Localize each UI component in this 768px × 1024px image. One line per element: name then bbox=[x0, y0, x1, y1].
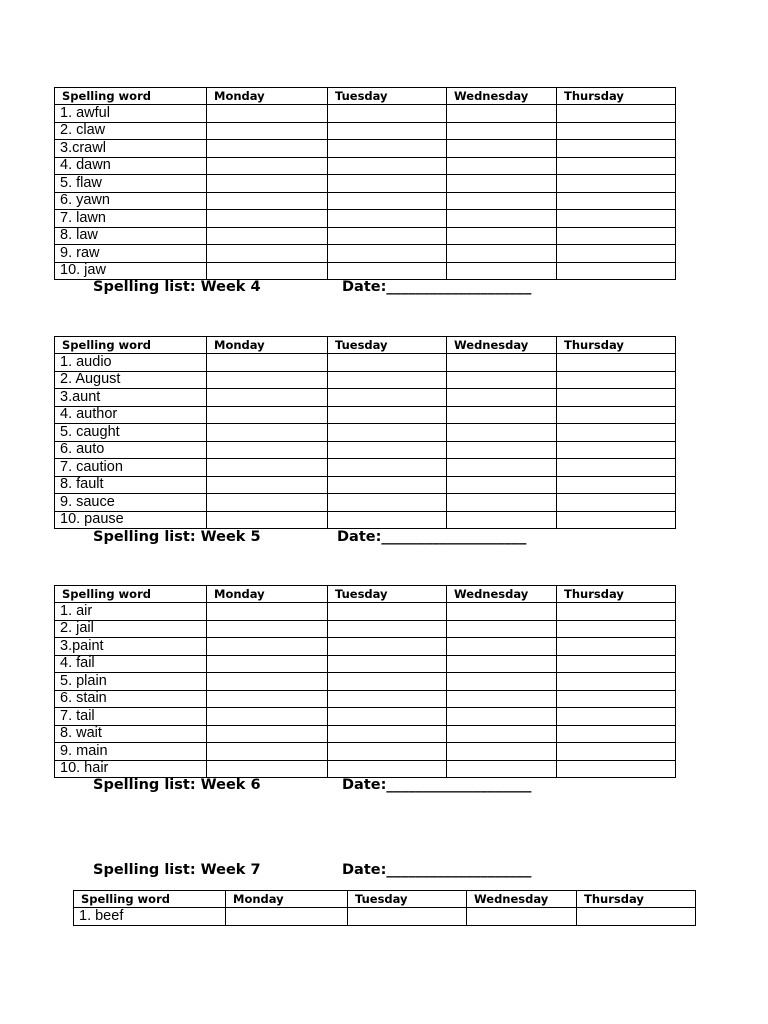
practice-cell-thursday[interactable] bbox=[577, 908, 696, 926]
practice-cell-thursday[interactable] bbox=[557, 210, 676, 228]
spelling-word-cell: 7. tail bbox=[55, 708, 207, 726]
table-row bbox=[55, 603, 676, 621]
practice-cell-tuesday[interactable] bbox=[328, 476, 447, 494]
practice-cell-monday[interactable] bbox=[207, 511, 328, 529]
week-title: Spelling list: Week 4 bbox=[93, 279, 261, 295]
spelling-word-cell: 5. plain bbox=[55, 673, 207, 691]
practice-cell-thursday[interactable] bbox=[557, 262, 676, 280]
spelling-word-cell: 2. claw bbox=[55, 122, 207, 140]
table-row bbox=[55, 424, 676, 442]
practice-cell-monday[interactable] bbox=[226, 908, 348, 926]
spelling-word-cell: 6. stain bbox=[55, 690, 207, 708]
practice-cell-tuesday[interactable] bbox=[328, 175, 447, 193]
table-row bbox=[55, 122, 676, 140]
practice-cell-thursday[interactable] bbox=[557, 140, 676, 158]
spelling-word-cell: 8. wait bbox=[55, 725, 207, 743]
table-row bbox=[55, 459, 676, 477]
practice-cell-tuesday[interactable] bbox=[328, 192, 447, 210]
practice-cell-wednesday[interactable] bbox=[447, 511, 557, 529]
spelling-table-week-4 bbox=[54, 87, 676, 280]
header-thursday: Thursday bbox=[557, 88, 676, 105]
table-row bbox=[55, 389, 676, 407]
table-row bbox=[55, 262, 676, 280]
practice-cell-wednesday[interactable] bbox=[447, 638, 557, 656]
practice-cell-tuesday[interactable] bbox=[328, 105, 447, 123]
practice-cell-tuesday[interactable] bbox=[328, 620, 447, 638]
practice-cell-wednesday[interactable] bbox=[447, 459, 557, 477]
practice-cell-monday[interactable] bbox=[207, 140, 328, 158]
spelling-word-cell: 2. jail bbox=[55, 620, 207, 638]
header-spelling-word: Spelling word bbox=[55, 88, 207, 105]
practice-cell-wednesday[interactable] bbox=[447, 743, 557, 761]
practice-cell-tuesday[interactable] bbox=[328, 655, 447, 673]
practice-cell-wednesday[interactable] bbox=[447, 122, 557, 140]
header-wednesday: Wednesday bbox=[467, 891, 577, 908]
table-row bbox=[55, 192, 676, 210]
spelling-table-week-5 bbox=[54, 336, 676, 529]
practice-cell-tuesday[interactable] bbox=[328, 511, 447, 529]
spelling-word-cell: 3.aunt bbox=[55, 389, 207, 407]
table-row bbox=[55, 725, 676, 743]
practice-cell-monday[interactable] bbox=[207, 262, 328, 280]
practice-cell-monday[interactable] bbox=[207, 406, 328, 424]
practice-cell-monday[interactable] bbox=[207, 122, 328, 140]
practice-cell-monday[interactable] bbox=[207, 389, 328, 407]
practice-cell-wednesday[interactable] bbox=[447, 389, 557, 407]
practice-cell-tuesday[interactable] bbox=[328, 743, 447, 761]
practice-cell-monday[interactable] bbox=[207, 620, 328, 638]
practice-cell-wednesday[interactable] bbox=[447, 105, 557, 123]
practice-cell-monday[interactable] bbox=[207, 245, 328, 263]
practice-cell-wednesday[interactable] bbox=[447, 210, 557, 228]
spelling-word-cell: 3.paint bbox=[55, 638, 207, 656]
header-monday: Monday bbox=[226, 891, 348, 908]
date-field[interactable]: Date:____________________ bbox=[337, 529, 527, 545]
practice-cell-monday[interactable] bbox=[207, 157, 328, 175]
practice-cell-wednesday[interactable] bbox=[447, 371, 557, 389]
table-row bbox=[55, 620, 676, 638]
practice-cell-monday[interactable] bbox=[207, 494, 328, 512]
header-thursday: Thursday bbox=[557, 586, 676, 603]
spelling-word-cell: 1. beef bbox=[74, 908, 226, 926]
practice-cell-tuesday[interactable] bbox=[328, 441, 447, 459]
practice-cell-thursday[interactable] bbox=[557, 708, 676, 726]
practice-cell-thursday[interactable] bbox=[557, 743, 676, 761]
table-row bbox=[55, 371, 676, 389]
table-header-row bbox=[74, 891, 696, 908]
practice-cell-wednesday[interactable] bbox=[447, 245, 557, 263]
practice-cell-tuesday[interactable] bbox=[328, 760, 447, 778]
week-4-caption bbox=[93, 279, 531, 295]
practice-cell-tuesday[interactable] bbox=[328, 690, 447, 708]
practice-cell-tuesday[interactable] bbox=[328, 371, 447, 389]
table-row bbox=[55, 406, 676, 424]
practice-cell-tuesday[interactable] bbox=[328, 406, 447, 424]
practice-cell-wednesday[interactable] bbox=[447, 157, 557, 175]
practice-cell-wednesday[interactable] bbox=[447, 192, 557, 210]
header-spelling-word: Spelling word bbox=[55, 586, 207, 603]
header-tuesday: Tuesday bbox=[328, 586, 447, 603]
table-row bbox=[55, 105, 676, 123]
spelling-word-cell: 7. lawn bbox=[55, 210, 207, 228]
spelling-word-cell: 5. flaw bbox=[55, 175, 207, 193]
spelling-word-cell: 4. dawn bbox=[55, 157, 207, 175]
practice-cell-wednesday[interactable] bbox=[467, 908, 577, 926]
practice-cell-monday[interactable] bbox=[207, 760, 328, 778]
practice-cell-wednesday[interactable] bbox=[447, 494, 557, 512]
practice-cell-thursday[interactable] bbox=[557, 371, 676, 389]
header-spelling-word: Spelling word bbox=[74, 891, 226, 908]
date-field[interactable]: Date:____________________ bbox=[342, 279, 532, 295]
header-tuesday: Tuesday bbox=[348, 891, 467, 908]
practice-cell-tuesday[interactable] bbox=[328, 603, 447, 621]
practice-cell-thursday[interactable] bbox=[557, 638, 676, 656]
header-wednesday: Wednesday bbox=[447, 586, 557, 603]
practice-cell-monday[interactable] bbox=[207, 192, 328, 210]
practice-cell-thursday[interactable] bbox=[557, 122, 676, 140]
spelling-word-cell: 3.crawl bbox=[55, 140, 207, 158]
table-row bbox=[55, 708, 676, 726]
table-row bbox=[55, 743, 676, 761]
table-row bbox=[55, 157, 676, 175]
table-row bbox=[55, 511, 676, 529]
practice-cell-wednesday[interactable] bbox=[447, 140, 557, 158]
week-6-caption bbox=[93, 777, 531, 793]
table-row bbox=[55, 494, 676, 512]
table-header-row bbox=[55, 88, 676, 105]
spelling-word-cell: 9. sauce bbox=[55, 494, 207, 512]
header-wednesday: Wednesday bbox=[447, 337, 557, 354]
table-row bbox=[55, 690, 676, 708]
practice-cell-tuesday[interactable] bbox=[328, 708, 447, 726]
practice-cell-thursday[interactable] bbox=[557, 655, 676, 673]
practice-cell-monday[interactable] bbox=[207, 227, 328, 245]
table-row bbox=[55, 227, 676, 245]
header-monday: Monday bbox=[207, 337, 328, 354]
header-thursday: Thursday bbox=[577, 891, 696, 908]
practice-cell-monday[interactable] bbox=[207, 210, 328, 228]
practice-cell-wednesday[interactable] bbox=[447, 354, 557, 372]
spelling-word-cell: 4. fail bbox=[55, 655, 207, 673]
spelling-word-cell: 2. August bbox=[55, 371, 207, 389]
practice-cell-monday[interactable] bbox=[207, 655, 328, 673]
table-row bbox=[74, 908, 696, 926]
table-row bbox=[55, 245, 676, 263]
spelling-word-cell: 8. law bbox=[55, 227, 207, 245]
practice-cell-thursday[interactable] bbox=[557, 192, 676, 210]
practice-cell-tuesday[interactable] bbox=[328, 122, 447, 140]
practice-cell-monday[interactable] bbox=[207, 708, 328, 726]
practice-cell-thursday[interactable] bbox=[557, 494, 676, 512]
practice-cell-tuesday[interactable] bbox=[328, 638, 447, 656]
practice-cell-wednesday[interactable] bbox=[447, 227, 557, 245]
spelling-word-cell: 7. caution bbox=[55, 459, 207, 477]
date-field[interactable]: Date:____________________ bbox=[342, 777, 532, 793]
practice-cell-thursday[interactable] bbox=[557, 673, 676, 691]
spelling-word-cell: 10. jaw bbox=[55, 262, 207, 280]
practice-cell-thursday[interactable] bbox=[557, 389, 676, 407]
practice-cell-tuesday[interactable] bbox=[328, 673, 447, 691]
practice-cell-monday[interactable] bbox=[207, 603, 328, 621]
practice-cell-tuesday[interactable] bbox=[348, 908, 467, 926]
header-tuesday: Tuesday bbox=[328, 88, 447, 105]
practice-cell-monday[interactable] bbox=[207, 673, 328, 691]
spelling-word-cell: 6. auto bbox=[55, 441, 207, 459]
practice-cell-thursday[interactable] bbox=[557, 459, 676, 477]
practice-cell-wednesday[interactable] bbox=[447, 175, 557, 193]
spelling-table-week-6 bbox=[54, 585, 676, 778]
practice-cell-tuesday[interactable] bbox=[328, 210, 447, 228]
practice-cell-monday[interactable] bbox=[207, 743, 328, 761]
practice-cell-tuesday[interactable] bbox=[328, 227, 447, 245]
practice-cell-wednesday[interactable] bbox=[447, 424, 557, 442]
header-spelling-word: Spelling word bbox=[55, 337, 207, 354]
practice-cell-tuesday[interactable] bbox=[328, 494, 447, 512]
practice-cell-thursday[interactable] bbox=[557, 175, 676, 193]
spelling-word-cell: 6. yawn bbox=[55, 192, 207, 210]
practice-cell-thursday[interactable] bbox=[557, 620, 676, 638]
practice-cell-wednesday[interactable] bbox=[447, 476, 557, 494]
week-title: Spelling list: Week 6 bbox=[93, 777, 261, 793]
header-tuesday: Tuesday bbox=[328, 337, 447, 354]
practice-cell-monday[interactable] bbox=[207, 371, 328, 389]
practice-cell-wednesday[interactable] bbox=[447, 725, 557, 743]
practice-cell-monday[interactable] bbox=[207, 105, 328, 123]
week-title: Spelling list: Week 7 bbox=[93, 862, 261, 878]
spelling-table-week-7 bbox=[73, 890, 696, 926]
practice-cell-wednesday[interactable] bbox=[447, 708, 557, 726]
practice-cell-tuesday[interactable] bbox=[328, 157, 447, 175]
practice-cell-thursday[interactable] bbox=[557, 227, 676, 245]
table-row bbox=[55, 655, 676, 673]
practice-cell-monday[interactable] bbox=[207, 476, 328, 494]
practice-cell-thursday[interactable] bbox=[557, 603, 676, 621]
practice-cell-monday[interactable] bbox=[207, 725, 328, 743]
table-row bbox=[55, 673, 676, 691]
table-row bbox=[55, 140, 676, 158]
date-field[interactable]: Date:____________________ bbox=[342, 862, 532, 878]
practice-cell-tuesday[interactable] bbox=[328, 354, 447, 372]
practice-cell-wednesday[interactable] bbox=[447, 690, 557, 708]
table-row bbox=[55, 175, 676, 193]
table-row bbox=[55, 354, 676, 372]
practice-cell-tuesday[interactable] bbox=[328, 459, 447, 477]
header-wednesday: Wednesday bbox=[447, 88, 557, 105]
practice-cell-monday[interactable] bbox=[207, 459, 328, 477]
practice-cell-wednesday[interactable] bbox=[447, 406, 557, 424]
table-header-row bbox=[55, 586, 676, 603]
week-5-caption bbox=[93, 529, 526, 545]
table-header-row bbox=[55, 337, 676, 354]
spelling-word-cell: 1. awful bbox=[55, 105, 207, 123]
header-monday: Monday bbox=[207, 586, 328, 603]
practice-cell-thursday[interactable] bbox=[557, 441, 676, 459]
header-thursday: Thursday bbox=[557, 337, 676, 354]
table-row bbox=[55, 210, 676, 228]
practice-cell-wednesday[interactable] bbox=[447, 262, 557, 280]
practice-cell-thursday[interactable] bbox=[557, 245, 676, 263]
practice-cell-tuesday[interactable] bbox=[328, 389, 447, 407]
practice-cell-tuesday[interactable] bbox=[328, 424, 447, 442]
spelling-word-cell: 4. author bbox=[55, 406, 207, 424]
spelling-word-cell: 10. pause bbox=[55, 511, 207, 529]
practice-cell-monday[interactable] bbox=[207, 424, 328, 442]
practice-cell-thursday[interactable] bbox=[557, 511, 676, 529]
spelling-word-cell: 9. raw bbox=[55, 245, 207, 263]
table-row bbox=[55, 760, 676, 778]
spelling-word-cell: 1. air bbox=[55, 603, 207, 621]
spelling-word-cell: 9. main bbox=[55, 743, 207, 761]
practice-cell-thursday[interactable] bbox=[557, 105, 676, 123]
practice-cell-thursday[interactable] bbox=[557, 406, 676, 424]
practice-cell-thursday[interactable] bbox=[557, 690, 676, 708]
practice-cell-monday[interactable] bbox=[207, 354, 328, 372]
practice-cell-thursday[interactable] bbox=[557, 725, 676, 743]
practice-cell-monday[interactable] bbox=[207, 690, 328, 708]
practice-cell-thursday[interactable] bbox=[557, 157, 676, 175]
practice-cell-tuesday[interactable] bbox=[328, 140, 447, 158]
header-monday: Monday bbox=[207, 88, 328, 105]
practice-cell-thursday[interactable] bbox=[557, 476, 676, 494]
practice-cell-wednesday[interactable] bbox=[447, 673, 557, 691]
practice-cell-wednesday[interactable] bbox=[447, 760, 557, 778]
practice-cell-wednesday[interactable] bbox=[447, 603, 557, 621]
practice-cell-thursday[interactable] bbox=[557, 760, 676, 778]
spelling-word-cell: 10. hair bbox=[55, 760, 207, 778]
spelling-word-cell: 5. caught bbox=[55, 424, 207, 442]
practice-cell-tuesday[interactable] bbox=[328, 262, 447, 280]
practice-cell-thursday[interactable] bbox=[557, 424, 676, 442]
practice-cell-monday[interactable] bbox=[207, 441, 328, 459]
practice-cell-wednesday[interactable] bbox=[447, 620, 557, 638]
table-row bbox=[55, 638, 676, 656]
table-row bbox=[55, 441, 676, 459]
week-7-caption bbox=[93, 862, 531, 878]
practice-cell-monday[interactable] bbox=[207, 638, 328, 656]
practice-cell-monday[interactable] bbox=[207, 175, 328, 193]
practice-cell-tuesday[interactable] bbox=[328, 245, 447, 263]
week-title: Spelling list: Week 5 bbox=[93, 529, 261, 545]
practice-cell-wednesday[interactable] bbox=[447, 441, 557, 459]
practice-cell-thursday[interactable] bbox=[557, 354, 676, 372]
practice-cell-wednesday[interactable] bbox=[447, 655, 557, 673]
spelling-word-cell: 1. audio bbox=[55, 354, 207, 372]
spelling-word-cell: 8. fault bbox=[55, 476, 207, 494]
table-row bbox=[55, 476, 676, 494]
practice-cell-tuesday[interactable] bbox=[328, 725, 447, 743]
